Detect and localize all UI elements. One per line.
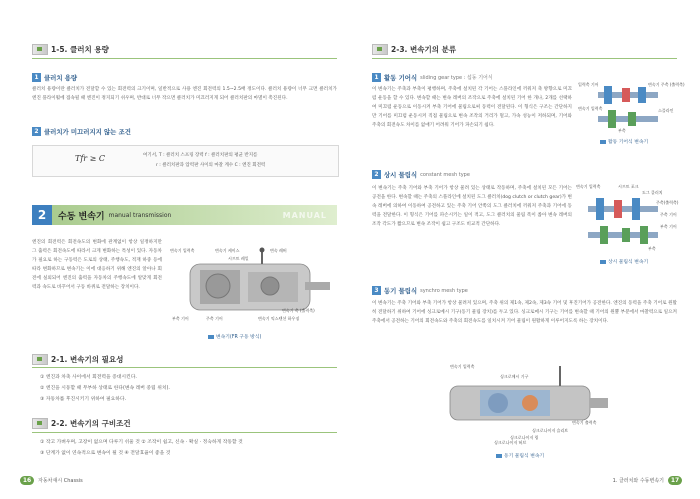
requirements-list	[40, 437, 243, 459]
section-2-banner	[32, 205, 337, 225]
caption-icon	[208, 335, 214, 339]
section-number: 2	[32, 205, 52, 225]
footer-text: 자동차섀시 Chassis	[38, 478, 83, 484]
sub-heading-sliding: 1 활동 기어식 sliding gear type : 섭동 기어식	[372, 73, 493, 82]
fig-label: 부축 기어	[172, 316, 189, 321]
section-title: 수동 변속기	[58, 211, 105, 222]
constant-mesh-paragraph: 이 변속기는 주축 기어와 부축 기어가 항상 물려 있는 상태로 작동하며, 주축에 설치된 모든 기어는 공전을 한다. 변속할 때는 주축의 스플라인에 설치된 도그 클러치(dog clutch or clutch gear)가 변속 레버에 의하여 이동하여 공전하고 있는 주축 기어 안쪽의 도그 클러치에 끼워져 주축과 기어에 동력을 전달한다. 이 형식은 기어를 파손시키는 일이 적고, 도그 클러치의 물림 폭이 좁아 변속 레버의 조작 각도가 짧으므로 변속 조작이 쉽고 구조도 비교적 간단하다.	[372, 186, 572, 227]
formula-legend-line2: r : 클러치판과 압력판 사이의 마찰 계수 C : 엔진 회전력	[156, 163, 266, 168]
section-1-5-heading	[32, 44, 109, 55]
fig-label: 변속기 축 (출력축)	[282, 308, 315, 313]
synchro-mesh-illustration	[440, 360, 610, 444]
fig-b2-caption: 상시 물림식 변속기	[600, 258, 648, 265]
sliding-gear-paragraph: 이 변속기는 주축과 부축이 평행하며, 주축에 설치된 각 기어는 스플라인에 끼워져 축 방향으로 미끄럼 운동을 할 수 있다. 변속할 때는 변속 레버의 조작으로 주축에 설치된 기어 한 개나, 2개를 선택하여 미끄럼 운동으로 이동시켜 부축 기어에 물림으로써 동력이 전달된다. 이 형식은 구조는 간단하지만 기어를 미끄럼 운동시켜 직접 물림으로 변속 조작의 거리가 멀고, 가속 성능이 저하되며, 기어와 주축의 회전속도 차이를 없애기 어려워 기어가 파손되기 쉽다.	[372, 87, 572, 128]
manual-transmission-paragraph: 엔진의 회전력은 회전속도의 변화에 관계없이 항상 일정하지만 그 출력은 회전속도에 따라서 크게 변화하는 특성이 있다. 자동차가 필요로 하는 구동력은 도로의 상태, 주행속도, 적재 하중 등에 따라 변화하므로 변속기는 이에 대응하기 위해 엔진의 알아나 회전에 실외되어 엔진의 출력을 자동차의 주행속도에 알맞게 회전력과 속도로 바꾸어서 구동 바퀴로 전달하는 장치이다.	[32, 240, 162, 290]
sub-heading-synchro: 3 동기 물림식 synchro mesh type	[372, 286, 468, 295]
section-english-title: manual transmission	[108, 211, 172, 219]
divider	[32, 58, 337, 59]
fig1-caption: 변속기(FR 구동 방식)	[208, 333, 261, 340]
fig-label: 주축 기어	[206, 316, 223, 321]
list-item: ① 엔진과 차축 사이에서 회전력을 증대시킨다.	[40, 375, 137, 380]
section-2-3-heading: 2-3. 변속기의 분류	[372, 44, 456, 55]
clutch-capacity-paragraph: 클러치 용량이란 클러치가 전달할 수 있는 회전력의 크기이며, 일반적으로 사용 엔진 회전력의 1.5~2.5배 정도이다. 클러치 용량이 너무 크면 클러치가 엔진 플라이휠에 접속될 때 엔진이 정지되기 쉬우며, 반대로 너무 작으면 클러치가 미끄러지게 되어 클러치판의 마멸이 촉진된다.	[32, 87, 337, 101]
sliding-gear-figure: 입력축 기어 변속기 입력축 부축 변속기 주축 (출력축) 스플라인	[578, 82, 685, 133]
synchro-mesh-paragraph: 이 변속기는 주축 기어와 부축 기어가 항상 물려져 있으며, 주축 위의 제1속, 제2속, 제3속 기어 및 후진기어가 공전한다. 엔진의 동력을 주축 기어로 원활히 전달하기 위하여 기어에 싱크로메시 기구(동기 물림 장치)를 두고 있다. 싱크로메시 기구는 기어를 변속할 때 기어의 원뿔 부분에서 마찰력으로 일으켜 주축에서 공전하는 기어의 회전속도와 주축의 회전속도를 일치시켜 기어 물림이 원활하게 이루어지도록 하는 장치이다.	[372, 301, 677, 324]
sub-heading-constant: 2 상시 물림식 constant mesh type	[372, 170, 470, 179]
sub-title: 클러치 용량	[44, 74, 78, 82]
sub-title: 클러치가 미끄러지지 않는 조건	[44, 128, 131, 136]
list-item: ② 엔진을 시동할 때 무부하 상태로 한다(변속 레버 중립 위치).	[40, 386, 170, 391]
sub-number: 2	[32, 127, 41, 136]
fig-label: 변속기 익스텐션 하우징	[258, 316, 300, 321]
section-marker-icon	[372, 44, 388, 55]
list-item: ③ 자동차를 후진시키기 위하여 필요하다.	[40, 397, 127, 402]
caption-icon	[600, 140, 606, 144]
formula-box	[32, 145, 339, 177]
transmission-illustration	[170, 246, 335, 330]
left-footer	[20, 476, 83, 485]
section-1-5-title: 1-5. 클러치 용량	[51, 45, 109, 54]
section-2-2-heading: 2-2. 변속기의 구비조건	[32, 418, 131, 429]
synchro-mesh-figure: 변속기 입력축 싱크로메시 기구 변속기 출력축 싱크로나이저 슬리브 싱크로나이저 링 싱크로나이저 허브	[440, 360, 610, 444]
section-marker-icon	[32, 418, 48, 429]
section-marker-icon	[32, 44, 48, 55]
constant-mesh-illustration	[578, 184, 683, 254]
section-2-1-heading: 2-1. 변속기의 필요성	[32, 354, 123, 365]
fig-label: 변속 레버	[270, 248, 287, 253]
divider	[32, 367, 337, 368]
footer-text: 1. 클러치와 수동변속기	[612, 478, 664, 484]
right-footer	[613, 476, 682, 485]
sub-heading-2	[32, 127, 131, 136]
fig-label: 변속기 케이스	[215, 248, 240, 253]
formula-expression: Tfr ≥ C	[75, 154, 106, 163]
sub-number: 1	[32, 73, 41, 82]
fig-label: 변속기 입력축	[170, 248, 195, 253]
section-marker-icon	[32, 354, 48, 365]
sub-heading-1	[32, 73, 77, 82]
formula-legend-line1: 여기서, T : 클러치 스프링 장력 f : 클러치판의 평균 반지름	[143, 153, 258, 158]
fig-label: 시프트 레일	[228, 256, 249, 261]
fig-b3-caption: 동기 물림식 변속기	[496, 452, 544, 459]
divider	[32, 432, 337, 433]
page-number: 16	[20, 476, 34, 485]
list-item: ③ 단계가 없이 연속적으로 변속이 될 것 ④ 전달효율이 좋을 것	[40, 451, 171, 456]
transmission-figure	[170, 246, 335, 330]
page-number: 17	[668, 476, 682, 485]
caption-icon	[496, 454, 502, 458]
divider	[372, 58, 677, 59]
fig-b1-caption: 활동 기어식 변속기	[600, 138, 648, 145]
section-watermark: MANUAL	[282, 210, 327, 220]
list-item: ① 작고 가벼우며, 고장이 없으며 다루기 쉬울 것 ② 조작이 쉽고, 신속 · 확실 · 정숙하게 작동할 것	[40, 440, 243, 445]
caption-icon	[600, 260, 606, 264]
constant-mesh-figure: 변속기 입력축 시프트 포크 도그 클러치 주축(출력축) 주축 기어 부축 기어 부축	[578, 184, 683, 254]
necessity-list	[40, 372, 170, 405]
